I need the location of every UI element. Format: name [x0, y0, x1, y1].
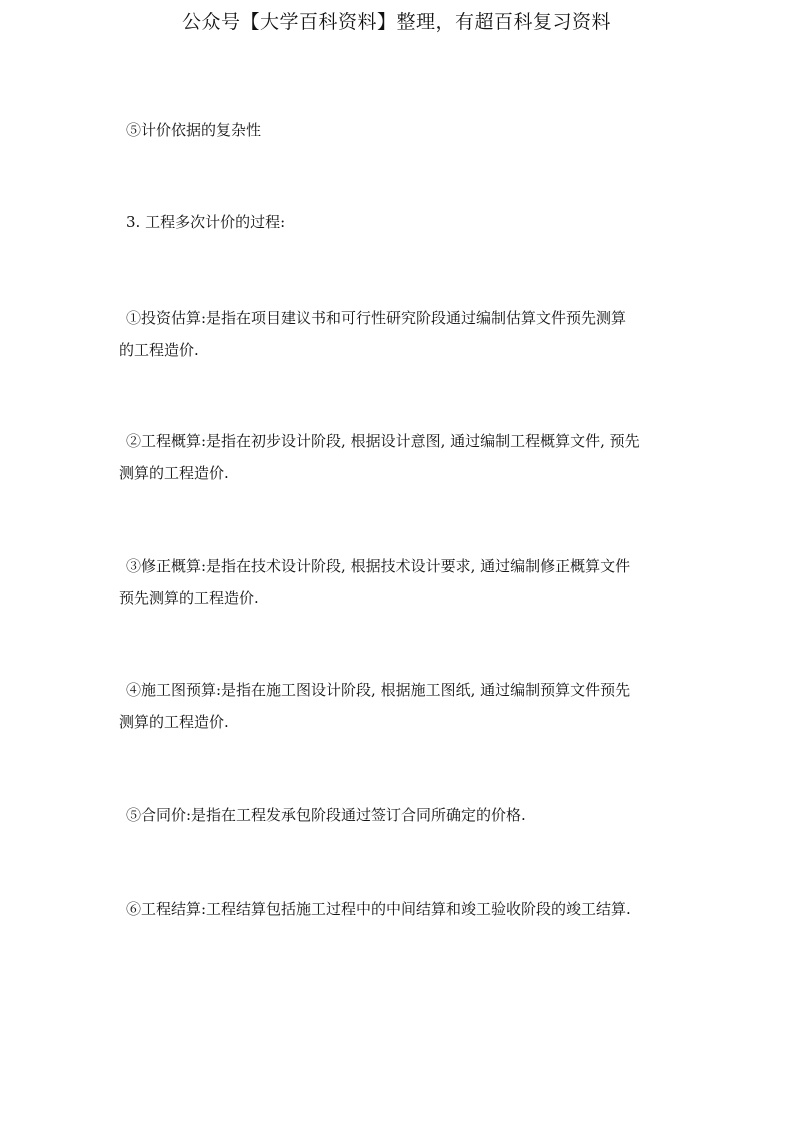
- list-item-investment-estimate: [119, 302, 679, 366]
- list-item-contract-price: [119, 799, 679, 831]
- paragraph-line: ⑤计价依据的复杂性: [126, 121, 262, 139]
- paragraph-line: ①投资估算:是指在项目建议书和可行性研究阶段通过编制估算文件预先测算: [126, 309, 627, 327]
- paragraph-line: 预先测算的工程造价.: [119, 589, 259, 607]
- page-header: 公众号【大学百科资料】整理，有超百科复习资料: [181, 11, 611, 33]
- paragraph-line: ⑥工程结算:工程结算包括施工过程中的中间结算和竣工验收阶段的竣工结算.: [126, 900, 631, 918]
- list-item-revised-estimate: [119, 550, 679, 614]
- paragraph-line: ②工程概算:是指在初步设计阶段, 根据设计意图, 通过编制工程概算文件, 预先: [126, 432, 640, 450]
- paragraph-line: 测算的工程造价.: [119, 713, 229, 731]
- list-item-project-budget-estimate: [119, 425, 679, 489]
- list-item-construction-drawing-budget: [119, 674, 679, 738]
- paragraph-line: ③修正概算:是指在技术设计阶段, 根据技术设计要求, 通过编制修正概算文件: [126, 557, 631, 575]
- section-heading-pricing-process: [119, 206, 679, 238]
- paragraph-line: ⑤合同价:是指在工程发承包阶段通过签订合同所确定的价格.: [126, 806, 526, 824]
- paragraph-line: 测算的工程造价.: [119, 464, 229, 482]
- section-heading-pricing-basis: [119, 114, 679, 146]
- paragraph-line: 3. 工程多次计价的过程:: [126, 213, 286, 231]
- paragraph-line: ④施工图预算:是指在施工图设计阶段, 根据施工图纸, 通过编制预算文件预先: [126, 681, 631, 699]
- list-item-project-settlement: [119, 893, 679, 925]
- paragraph-line: 的工程造价.: [119, 341, 199, 359]
